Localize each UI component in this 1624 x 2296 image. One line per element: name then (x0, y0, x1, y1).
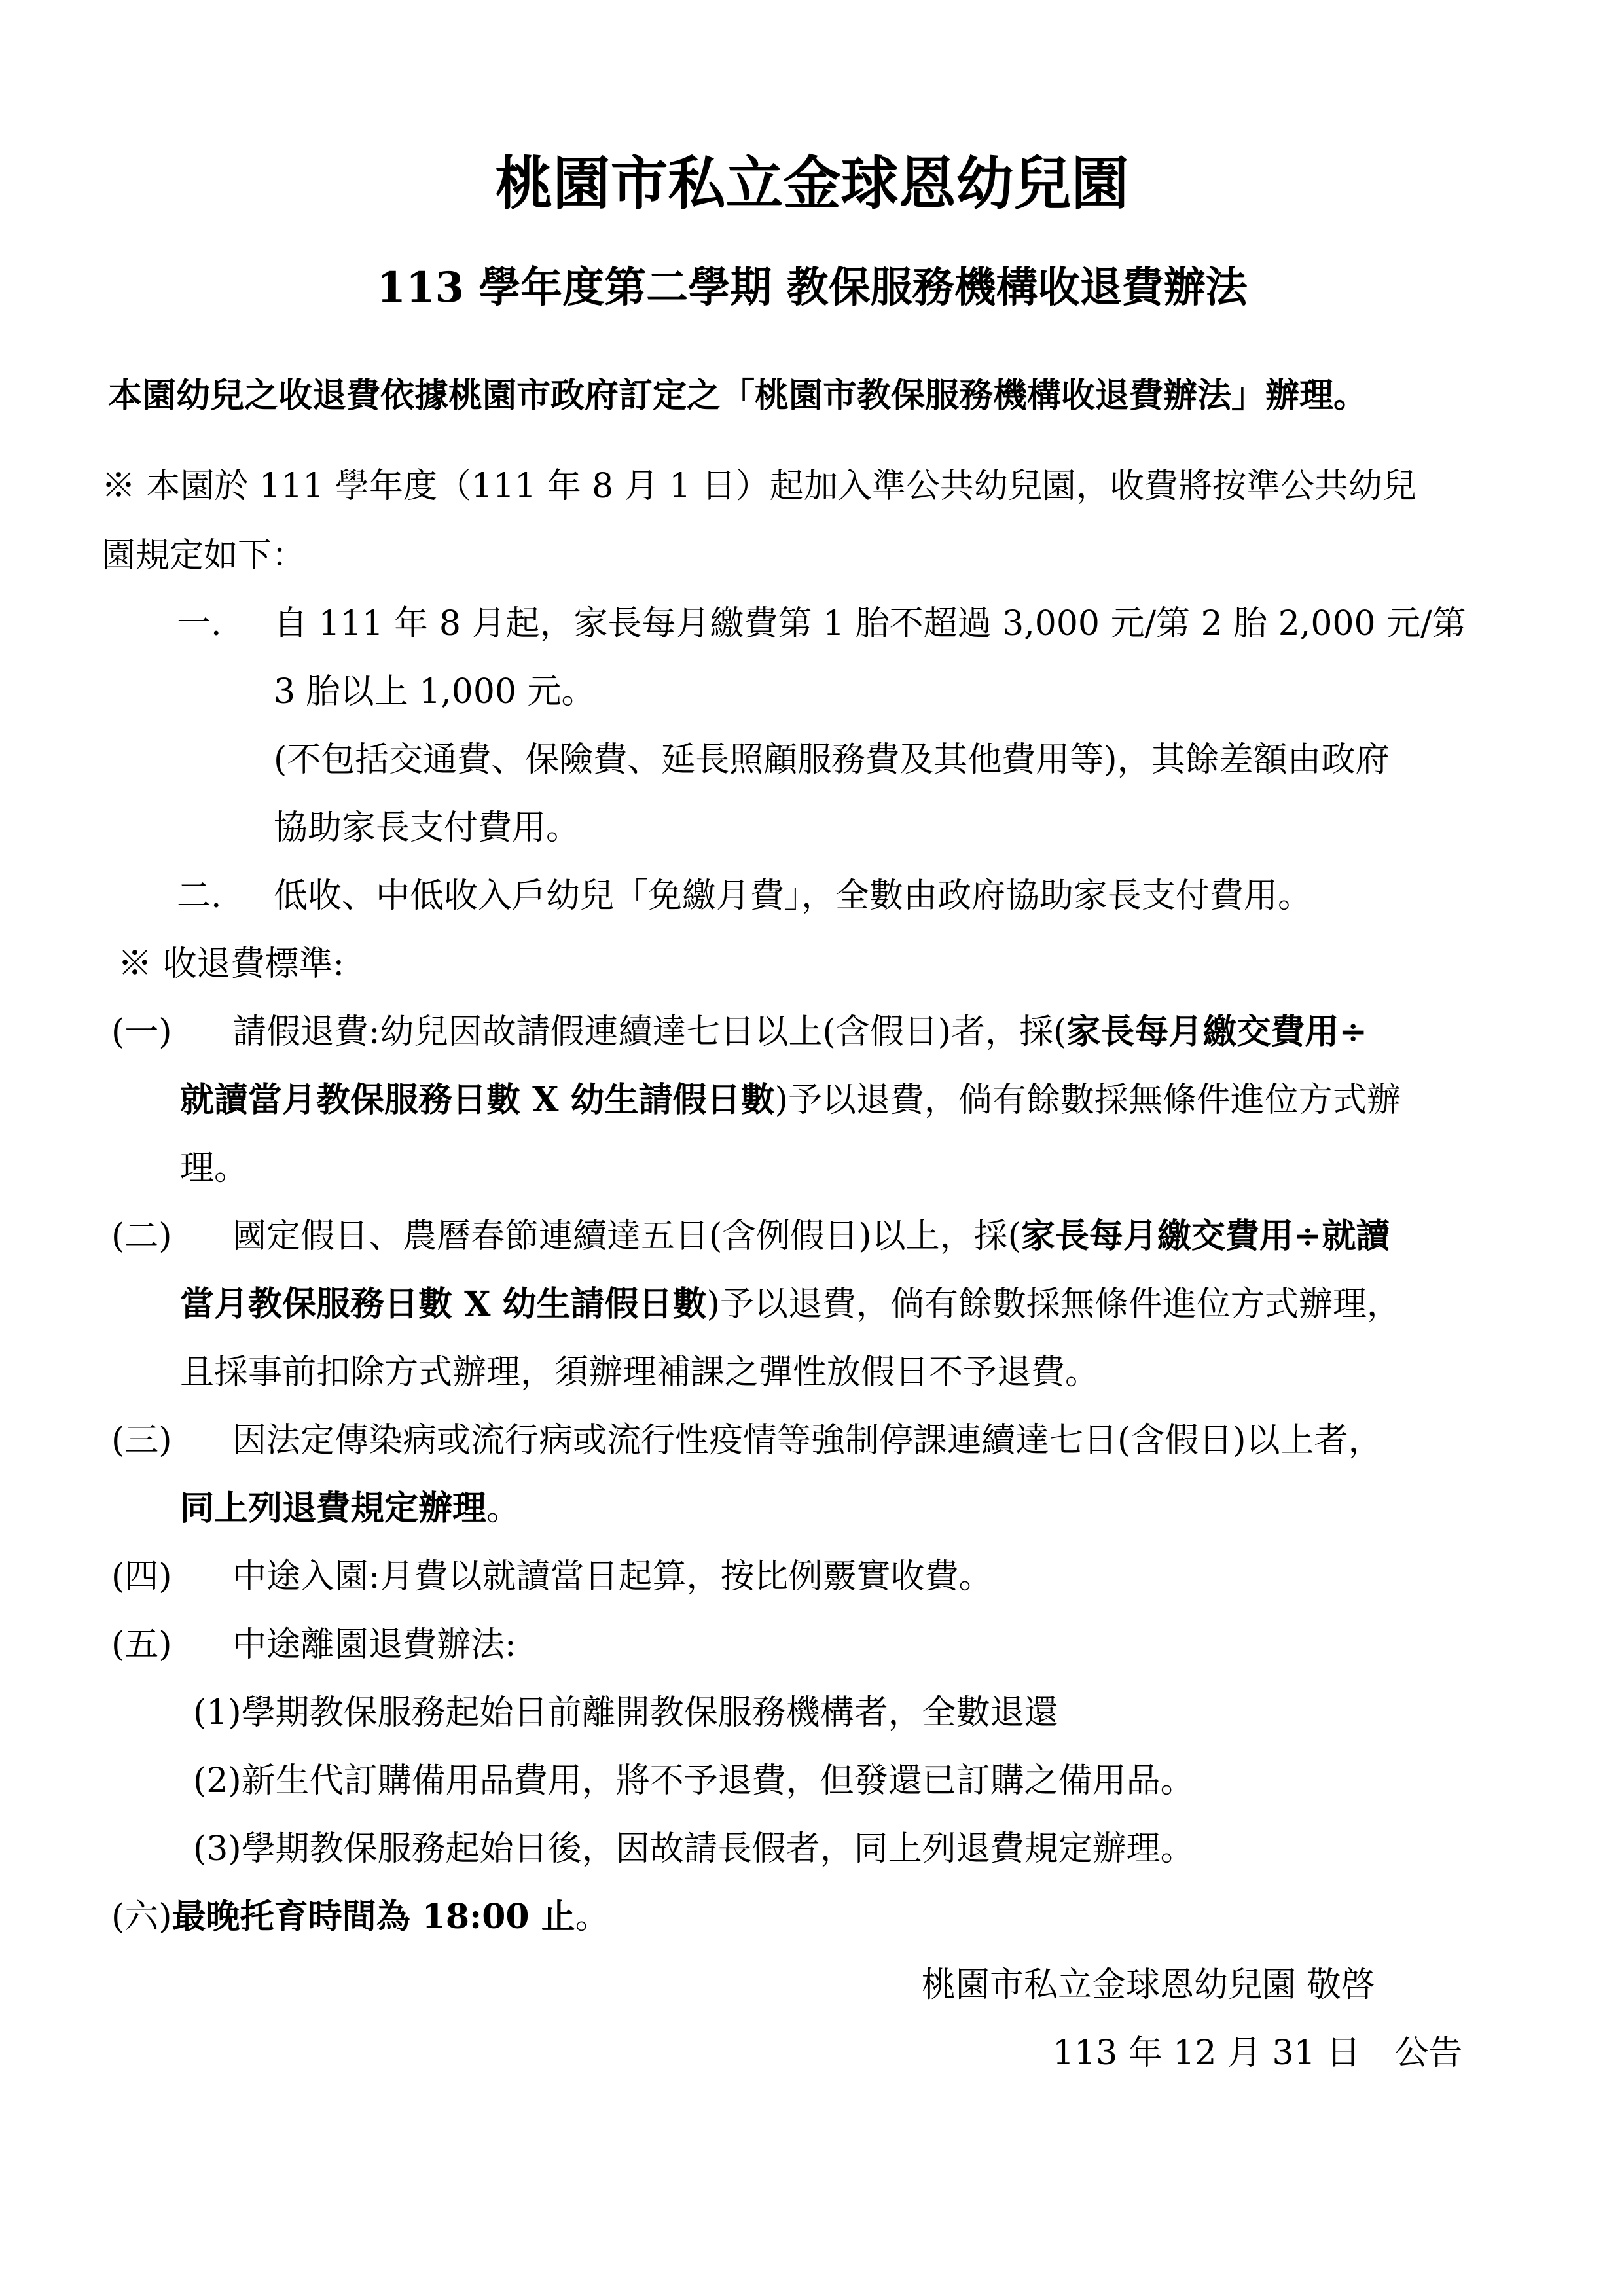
rule-1-text-cont: )予以退費，倘有餘數採無條件進位方式辦 (774, 1081, 1401, 1120)
rule-1-line-2 (180, 1080, 1401, 1121)
rule-5-sub-3: (3)學期教保服務起始日後，因故請長假者，同上列退費規定辦理。 (193, 1829, 1195, 1869)
rule-1-text: 請假退費:幼兒因故請假連續達七日以上(含假日)者，採( (232, 1013, 1067, 1052)
rule-2-formula-cont: 當月教保服務日數 X 幼生請假日數 (180, 1284, 707, 1324)
rule-3-label: (三) (111, 1421, 172, 1460)
page-title: 桃園市私立金球恩幼兒園 (495, 149, 1129, 217)
rule-2-text: 國定假日、農曆春節連續達五日(含例假日)以上，採( (232, 1217, 1021, 1256)
page-subtitle: 113 學年度第二學期 教保服務機構收退費辦法 (376, 263, 1248, 312)
rule-6 (111, 1897, 609, 1937)
rule-2-line-1 (232, 1216, 1390, 1257)
rule-5-sub-2: (2)新生代訂購備用品費用，將不予退費，但發還已訂購之備用品。 (193, 1761, 1195, 1801)
item-1-line-4: 協助家長支付費用。 (274, 808, 581, 848)
rule-1-formula-cont: 就讀當月教保服務日數 X 幼生請假日數 (180, 1080, 775, 1120)
rule-2-line-3: 且採事前扣除方式辦理，須辦理補課之彈性放假日不予退費。 (180, 1353, 1100, 1392)
rule-5-label: (五) (111, 1625, 172, 1664)
item-1-line-2: 3 胎以上 1,000 元。 (274, 672, 596, 711)
rule-3-line-1: 因法定傳染病或流行病或流行性疫情等強制停課連續達七日(含假日)以上者， (232, 1421, 1382, 1460)
item-2-line-1: 低收、中低收入戶幼兒「免繳月費」，全數由政府協助家長支付費用。 (274, 876, 1312, 916)
rule-2-label: (二) (111, 1217, 172, 1256)
rule-3-period: 。 (486, 1489, 521, 1528)
item-1-label: 一. (177, 604, 222, 643)
item-1-line-1: 自 111 年 8 月起，家長每月繳費第 1 胎不超過 3,000 元/第 2 胎 2,000 元/第 (274, 604, 1466, 643)
item-1-line-3: (不包括交通費、保險費、延長照顧服務費及其他費用等)，其餘差額由政府 (274, 740, 1390, 780)
rule-6-label: (六) (111, 1897, 172, 1937)
intro-statement: 本園幼兒之收退費依據桃園市政府訂定之「桃園市教保服務機構收退費辦法」辦理。 (108, 376, 1368, 416)
notice-line-1: ※ 本園於 111 學年度（111 年 8 月 1 日）起加入準公共幼兒園，收費將按準公共幼兒 (101, 467, 1416, 506)
rule-4-label: (四) (111, 1557, 172, 1596)
rule-2-line-2 (180, 1284, 1401, 1325)
rule-1-label: (一) (111, 1013, 172, 1052)
signature-date: 113 年 12 月 31 日 公告 (1053, 2034, 1463, 2073)
rule-6-text: 最晚托育時間為 18:00 止 (171, 1897, 575, 1937)
item-2-label: 二. (177, 876, 222, 916)
rule-1-line-3: 理。 (180, 1149, 249, 1188)
signature-org: 桃園市私立金球恩幼兒園 敬啓 (922, 1965, 1375, 2005)
rule-3-line-2 (180, 1488, 520, 1529)
rule-5-line-1: 中途離園退費辦法: (232, 1625, 516, 1664)
rule-4-line-1: 中途入園:月費以就讀當日起算，按比例覈實收費。 (232, 1557, 993, 1596)
rule-3-emphasis: 同上列退費規定辦理 (180, 1488, 487, 1528)
rule-6-period: 。 (575, 1897, 609, 1937)
rule-1-line-1 (232, 1012, 1367, 1052)
rule-2-formula: 家長每月繳交費用÷就讀 (1020, 1216, 1390, 1256)
rule-2-text-cont: )予以退費，倘有餘數採無條件進位方式辦理， (706, 1285, 1401, 1324)
notice-line-2: 園規定如下： (101, 536, 306, 575)
rule-5-sub-1: (1)學期教保服務起始日前離開教保服務機構者，全數退還 (193, 1693, 1058, 1732)
rule-1-formula: 家長每月繳交費用÷ (1066, 1012, 1367, 1052)
standards-heading: ※ 收退費標準: (118, 944, 345, 984)
